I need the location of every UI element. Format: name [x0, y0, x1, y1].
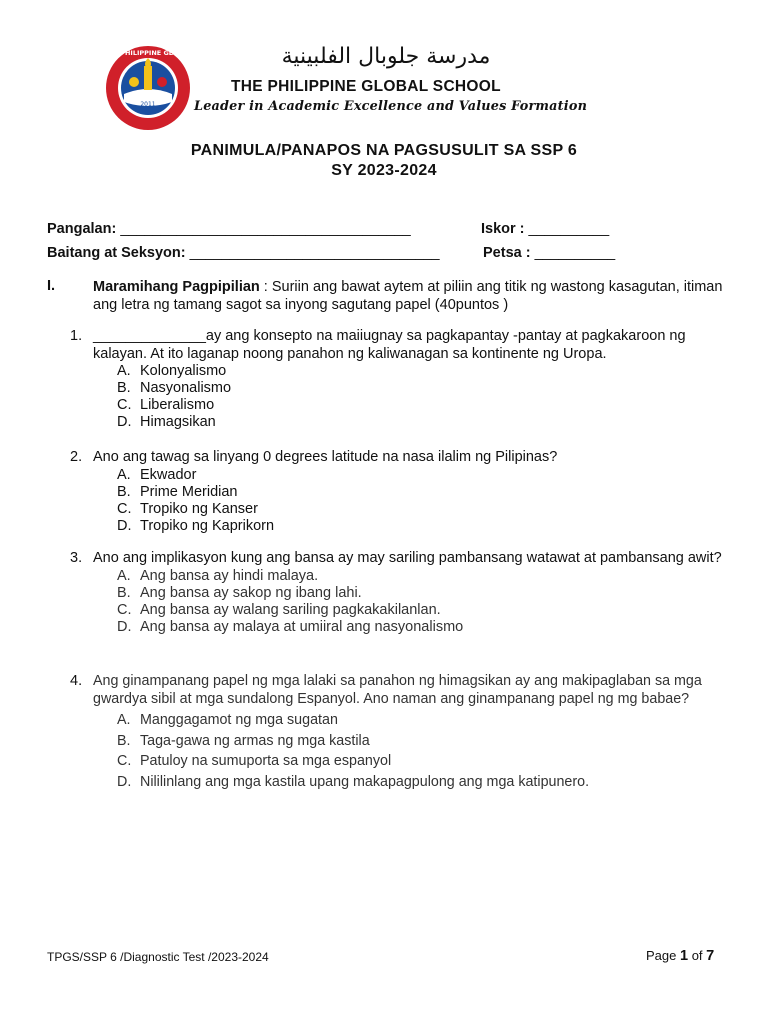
- option-a[interactable]: [117, 710, 730, 731]
- question-stem: Ano ang implikasyon kung ang bansa ay may sariling pambansang watawat at pambansang awit?: [93, 550, 722, 566]
- arabic-school-name: مدرسة جلوبال الفلبينية: [281, 44, 491, 69]
- question-3: [70, 550, 730, 636]
- score-field: [481, 221, 609, 237]
- date-blank[interactable]: __________: [534, 245, 616, 261]
- option-text: Prime Meridian: [140, 483, 238, 500]
- option-letter: A.: [117, 466, 131, 483]
- question-number: 1.: [70, 328, 83, 344]
- question-1: [70, 328, 730, 431]
- question-stem: ______________ay ang konsepto na maiiugnay sa pagkapantay -pantay at pagkakaroon ng kalayan. At ito laganap noong panahon ng kaliwanagan sa kontinente ng Uropa.: [93, 328, 686, 362]
- date-label: Petsa :: [483, 245, 531, 261]
- option-text: Tropiko ng Kanser: [140, 500, 258, 517]
- option-d[interactable]: [117, 518, 730, 535]
- score-label: Iskor :: [481, 221, 525, 237]
- svg-text:THE PHILIPPINE GLOBAL: THE PHILIPPINE GLOBAL: [104, 49, 192, 57]
- section-number: I.: [47, 278, 56, 294]
- option-text: Ang bansa ay hindi malaya.: [140, 567, 319, 584]
- school-year: SY 2023-2024: [331, 162, 437, 179]
- option-text: Ekwador: [140, 466, 197, 483]
- option-letter: B.: [117, 732, 131, 749]
- grade-section-label: Baitang at Seksyon:: [47, 245, 186, 261]
- options-list: [117, 568, 730, 636]
- option-text: Nasyonalismo: [140, 380, 232, 396]
- of-word: of: [691, 948, 703, 963]
- option-letter: A.: [117, 712, 131, 728]
- option-a[interactable]: [117, 568, 730, 585]
- question-number: 3.: [70, 550, 83, 566]
- section-instructions: [93, 278, 733, 314]
- option-d[interactable]: [117, 414, 730, 431]
- logo-year: 2011: [140, 101, 156, 108]
- name-blank[interactable]: ____________________________________: [120, 221, 411, 237]
- option-text: Himagsikan: [140, 414, 216, 430]
- page-current: 1: [680, 948, 689, 964]
- name-label: Pangalan:: [47, 221, 117, 237]
- option-text: Kolonyalismo: [140, 363, 227, 379]
- option-b[interactable]: [117, 585, 730, 602]
- option-c[interactable]: [117, 397, 730, 414]
- options-list: [117, 363, 730, 431]
- exam-title: PANIMULA/PANAPOS NA PAGSUSULIT SA SSP 6: [190, 142, 578, 159]
- question-number: 2.: [70, 449, 83, 465]
- footer-document-code: TPGS/SSP 6 /Diagnostic Test /2023-2024: [47, 950, 269, 964]
- option-letter: C.: [117, 500, 132, 517]
- option-b[interactable]: [117, 380, 730, 397]
- options-list: [117, 467, 730, 535]
- option-a[interactable]: [117, 363, 730, 380]
- option-c[interactable]: [117, 751, 730, 772]
- option-letter: B.: [117, 483, 131, 500]
- option-text: Nililinlang ang mga kastila upang makapagpulong ang mga katipunero.: [140, 773, 590, 790]
- page-indicator: [646, 948, 714, 964]
- option-text: Taga-gawa ng armas ng mga kastila: [140, 732, 370, 749]
- score-blank[interactable]: __________: [528, 221, 610, 237]
- section-instruction-text: : Suriin ang bawat aytem at piliin ang titik ng wastong kasagutan, itiman ang letra ng tamang sagot sa inyong sagutang papel (40puntos ): [93, 279, 723, 313]
- option-text: Tropiko ng Kaprikorn: [140, 517, 275, 534]
- grade-section-field: [47, 245, 440, 261]
- option-c[interactable]: [117, 602, 730, 619]
- school-name: THE PHILIPPINE GLOBAL SCHOOL: [231, 78, 501, 95]
- option-letter: A.: [117, 363, 131, 379]
- option-d[interactable]: [117, 619, 730, 636]
- section-heading: Maramihang Pagpipilian: [93, 279, 260, 295]
- option-text: Ang bansa ay walang sariling pagkakakilanlan.: [140, 601, 441, 618]
- grade-section-blank[interactable]: _______________________________: [189, 245, 440, 261]
- option-letter: D.: [117, 773, 132, 790]
- option-letter: B.: [117, 584, 131, 601]
- option-letter: A.: [117, 567, 131, 584]
- question-stem: Ano ang tawag sa linyang 0 degrees latitude na nasa ilalim ng Pilipinas?: [93, 449, 558, 465]
- name-field: [47, 221, 411, 237]
- option-a[interactable]: [117, 467, 730, 484]
- question-4: [70, 673, 730, 792]
- option-text: Manggagamot ng mga sugatan: [140, 712, 338, 728]
- option-letter: B.: [117, 380, 131, 396]
- question-2: [70, 449, 730, 535]
- option-letter: D.: [117, 517, 132, 534]
- option-c[interactable]: [117, 501, 730, 518]
- option-letter: C.: [117, 397, 132, 413]
- option-text: Liberalismo: [140, 397, 215, 413]
- options-list: [117, 710, 730, 792]
- option-letter: D.: [117, 618, 132, 635]
- option-d[interactable]: [117, 772, 730, 793]
- option-b[interactable]: [117, 484, 730, 501]
- page-total: 7: [706, 948, 715, 964]
- date-field: [483, 245, 615, 261]
- option-letter: D.: [117, 414, 132, 430]
- question-stem: Ang ginampanang papel ng mga lalaki sa panahon ng himagsikan ay ang makipaglaban sa mga gwardya sibil at mga sundalong Espanyol. Ano naman ang ginampanang papel ng mg babae?: [93, 673, 702, 707]
- school-tagline: Leader in Academic Excellence and Values Formation: [194, 99, 588, 114]
- page-word: Page: [646, 948, 677, 963]
- school-logo: [104, 44, 192, 132]
- option-letter: C.: [117, 601, 132, 618]
- question-number: 4.: [70, 673, 83, 689]
- option-text: Patuloy na sumuporta sa mga espanyol: [140, 753, 392, 769]
- option-text: Ang bansa ay malaya at umiiral ang nasyonalismo: [140, 618, 464, 635]
- option-letter: C.: [117, 753, 132, 769]
- option-b[interactable]: [117, 731, 730, 752]
- option-text: Ang bansa ay sakop ng ibang lahi.: [140, 584, 362, 601]
